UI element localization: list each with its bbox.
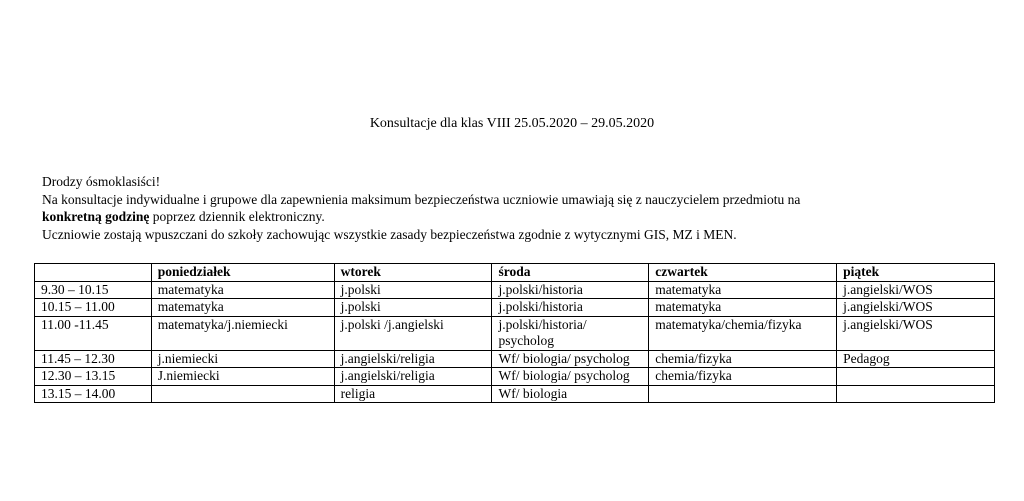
table-row: [35, 368, 995, 386]
intro-paragraph: [42, 191, 1002, 226]
table-cell: [649, 385, 837, 403]
table-cell: j.polski: [334, 299, 492, 317]
header-cell-friday: piątek: [837, 264, 995, 282]
greeting: Drodzy ósmoklasiści!: [42, 174, 161, 189]
table-cell: j.polski/historia: [492, 281, 649, 299]
table-cell: Wf/ biologia/ psycholog: [492, 350, 649, 368]
table-cell: j.niemiecki: [151, 350, 334, 368]
table-cell: Wf/ biologia: [492, 385, 649, 403]
time-cell: 13.15 – 14.00: [35, 385, 152, 403]
table-cell: matematyka: [151, 281, 334, 299]
table-cell: [837, 368, 995, 386]
intro-line2: Uczniowie zostają wpuszczani do szkoły zachowując wszystkie zasady bezpieczeństwa zgodnie z wytycznymi GIS, MZ i MEN.: [42, 226, 737, 242]
time-cell: 10.15 – 11.00: [35, 299, 152, 317]
table-row: [35, 299, 995, 317]
header-row: [35, 264, 995, 282]
table-cell: matematyka: [649, 281, 837, 299]
table-cell: j.angielski/WOS: [837, 281, 995, 299]
table-cell: j.polski /j.angielski: [334, 316, 492, 350]
table-cell: j.angielski/WOS: [837, 316, 995, 350]
table-cell: j.angielski/WOS: [837, 299, 995, 317]
page-title: Konsultacje dla klas VIII 25.05.2020 – 29.05.2020: [369, 116, 655, 131]
table-cell: j.polski/historia: [492, 299, 649, 317]
intro-line1-bold: konkretną godzinę: [42, 209, 150, 224]
header-cell-wednesday: środa: [492, 264, 649, 282]
table-cell: matematyka: [151, 299, 334, 317]
table-row: [35, 385, 995, 403]
table-row: [35, 281, 995, 299]
time-cell: 12.30 – 13.15: [35, 368, 152, 386]
header-cell-tuesday: wtorek: [334, 264, 492, 282]
table-cell: [151, 385, 334, 403]
header-cell-monday: poniedziałek: [151, 264, 334, 282]
table-cell: j.polski/historia/ psycholog: [492, 316, 649, 350]
table-cell: matematyka/j.niemiecki: [151, 316, 334, 350]
table-row: [35, 350, 995, 368]
table-cell: Pedagog: [837, 350, 995, 368]
schedule-table: [34, 263, 995, 403]
time-cell: 11.45 – 12.30: [35, 350, 152, 368]
table-cell: j.angielski/religia: [334, 350, 492, 368]
table-cell: matematyka/chemia/fizyka: [649, 316, 837, 350]
table-cell: Wf/ biologia/ psycholog: [492, 368, 649, 386]
table-cell: religia: [334, 385, 492, 403]
table-cell: [837, 385, 995, 403]
table-row: [35, 316, 995, 350]
table-cell: J.niemiecki: [151, 368, 334, 386]
table-cell: j.angielski/religia: [334, 368, 492, 386]
table-cell: chemia/fizyka: [649, 368, 837, 386]
intro-line1-post: poprzez dziennik elektroniczny.: [149, 209, 325, 224]
table-cell: matematyka: [649, 299, 837, 317]
header-cell-thursday: czwartek: [649, 264, 837, 282]
intro-line1-pre: Na konsultacje indywidualne i grupowe dla zapewnienia maksimum bezpieczeństwa uczniowie umawiają się z nauczycielem przedmiotu na: [42, 191, 801, 207]
time-cell: 11.00 -11.45: [35, 316, 152, 350]
time-cell: 9.30 – 10.15: [35, 281, 152, 299]
table-cell: j.polski: [334, 281, 492, 299]
header-cell-time: [35, 264, 152, 282]
intro-text: [42, 173, 1002, 243]
table-cell: chemia/fizyka: [649, 350, 837, 368]
